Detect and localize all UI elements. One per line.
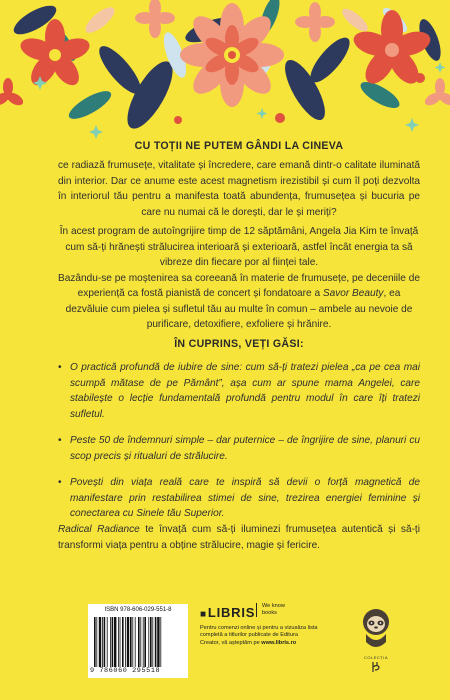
intro-paragraph: ce radiază frumusețe, vitalitate și încredere, care emană dintr-o calitate iluminată din interior. Dar ce anume este acest magnetism irezistibil și cum îl poți dezvolta în interiorul tău pentru a manifesta toată abundența, frumusețea și bucuria pe care nu numai că le dorești, dar le și meriți? [58, 160, 420, 218]
sloth-colophon-icon [356, 606, 396, 676]
description-body [58, 224, 420, 333]
book-title: Radical Radiance [58, 524, 140, 535]
paragraph-2: Bazându-se pe moștenirea sa coreeană în materie de frumusețe, pe deceniile de experiență ca fostă pianistă de concert și fondatoare a Savor Beauty, ea dezvăluie cum pielea și sufletul tău au multe în comun – ambele au nevoie de purificare, detoxifiere, exfoliere și hrănire. [58, 272, 420, 330]
heading-top: CU TOȚII NE PUTEM GÂNDI LA CINEVA [134, 140, 344, 152]
bullet-icon: • [58, 477, 62, 488]
bullet-icon: • [58, 435, 62, 446]
isbn-barcode [88, 604, 188, 678]
closing-paragraph: Radical Radiance te învață cum să-ți iluminezi frumusețea autentică și să-ți transformi viața pentru a obține strălucire, magie și fericire. [58, 524, 420, 551]
list-item: • Peste 50 de îndemnuri simple – dar puternice – de îngrijire de sine, planuri cu scop precis și ritualuri de strălucire. [58, 435, 420, 462]
list-item: • O practică profundă de iubire de sine: cum să-ți tratezi pielea „ca pe cea mai scumpă mătase de pe Pământ”, așa cum ar spune mama Angelei, care stabilește o lecție fundamentală profundă pentru modul în care îți tratezi sufletul. [58, 362, 420, 420]
sparkle-stars [0, 0, 450, 140]
website-link: www.libris.ro [261, 639, 297, 646]
barcode-digits: 9 786060 295518 [90, 667, 161, 675]
publisher-logo: ■LIBRIS [200, 605, 256, 620]
isbn-number: ISBN 978-606-029-551-8 [104, 607, 172, 613]
order-note: Pentru comenzi online și pentru a vizualiza lista completă a titlurilor publicate de Editura Creator, vă așteptăm pe www.libris.ro [200, 625, 318, 646]
logo-dot-icon: ■ [200, 609, 207, 620]
contents-list [58, 360, 420, 533]
svg-text:COLECȚIA: COLECȚIA [363, 655, 389, 660]
heading-contents: ÎN CUPRINS, VEȚI GĂSI: [174, 338, 304, 350]
list-item: • Povești din viața reală care te inspiră să devii o forță magnetică de manifestare prin restabilirea stimei de sine, trezirea energiei feminine și conectarea cu Sinele tău Superior. [58, 477, 420, 519]
barcode-icon [94, 617, 182, 667]
bullet-icon: • [58, 362, 62, 373]
paragraph-1: În acest program de autoîngrijire timp de 12 săptămâni, Angela Jia Kim te învață cum să-ți hrănești strălucirea interioară și exterioară, astfel încât energia ta să vibreze din fiecare por al ființei tale. [59, 226, 419, 268]
publisher-tagline: We know books [256, 603, 296, 617]
brand-name: Savor Beauty [322, 288, 384, 299]
